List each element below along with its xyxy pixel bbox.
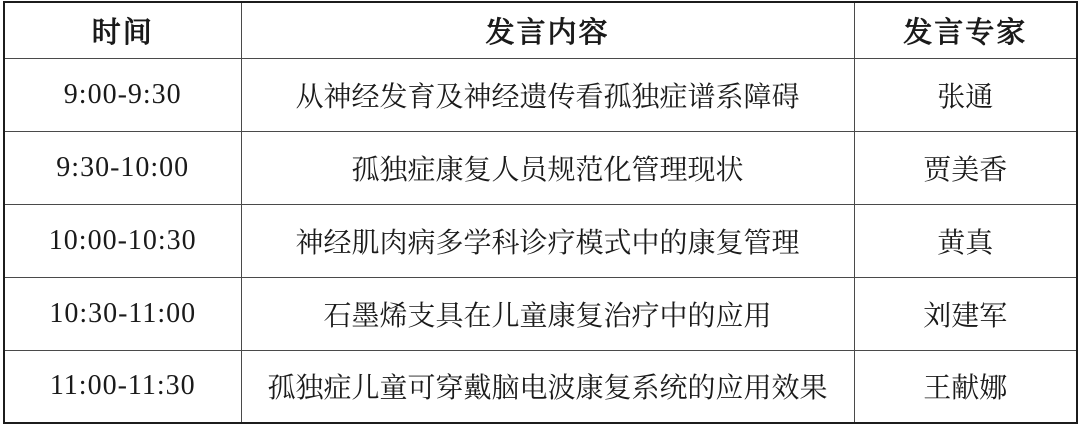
table-row xyxy=(4,204,1077,277)
speaker-cell: 王献娜 xyxy=(854,350,1077,423)
table-body xyxy=(4,58,1077,423)
table-row xyxy=(4,131,1077,204)
header-speaker: 发言专家 xyxy=(854,2,1077,58)
content-cell: 石墨烯支具在儿童康复治疗中的应用 xyxy=(241,277,854,350)
time-cell: 11:00-11:30 xyxy=(4,350,241,423)
content-cell: 神经肌肉病多学科诊疗模式中的康复管理 xyxy=(241,204,854,277)
speaker-cell: 刘建军 xyxy=(854,277,1077,350)
time-cell: 9:00-9:30 xyxy=(4,58,241,131)
time-cell: 10:30-11:00 xyxy=(4,277,241,350)
content-cell: 从神经发育及神经遗传看孤独症谱系障碍 xyxy=(241,58,854,131)
schedule-table-container xyxy=(3,1,1076,423)
speaker-cell: 贾美香 xyxy=(854,131,1077,204)
speaker-cell: 张通 xyxy=(854,58,1077,131)
table-header-row xyxy=(4,2,1077,58)
time-cell: 10:00-10:30 xyxy=(4,204,241,277)
content-cell: 孤独症儿童可穿戴脑电波康复系统的应用效果 xyxy=(241,350,854,423)
table-row xyxy=(4,277,1077,350)
table-row xyxy=(4,58,1077,131)
content-cell: 孤独症康复人员规范化管理现状 xyxy=(241,131,854,204)
table-row xyxy=(4,350,1077,423)
speaker-cell: 黄真 xyxy=(854,204,1077,277)
speech-schedule-table xyxy=(3,1,1078,424)
header-time: 时间 xyxy=(4,2,241,58)
time-cell: 9:30-10:00 xyxy=(4,131,241,204)
header-content: 发言内容 xyxy=(241,2,854,58)
